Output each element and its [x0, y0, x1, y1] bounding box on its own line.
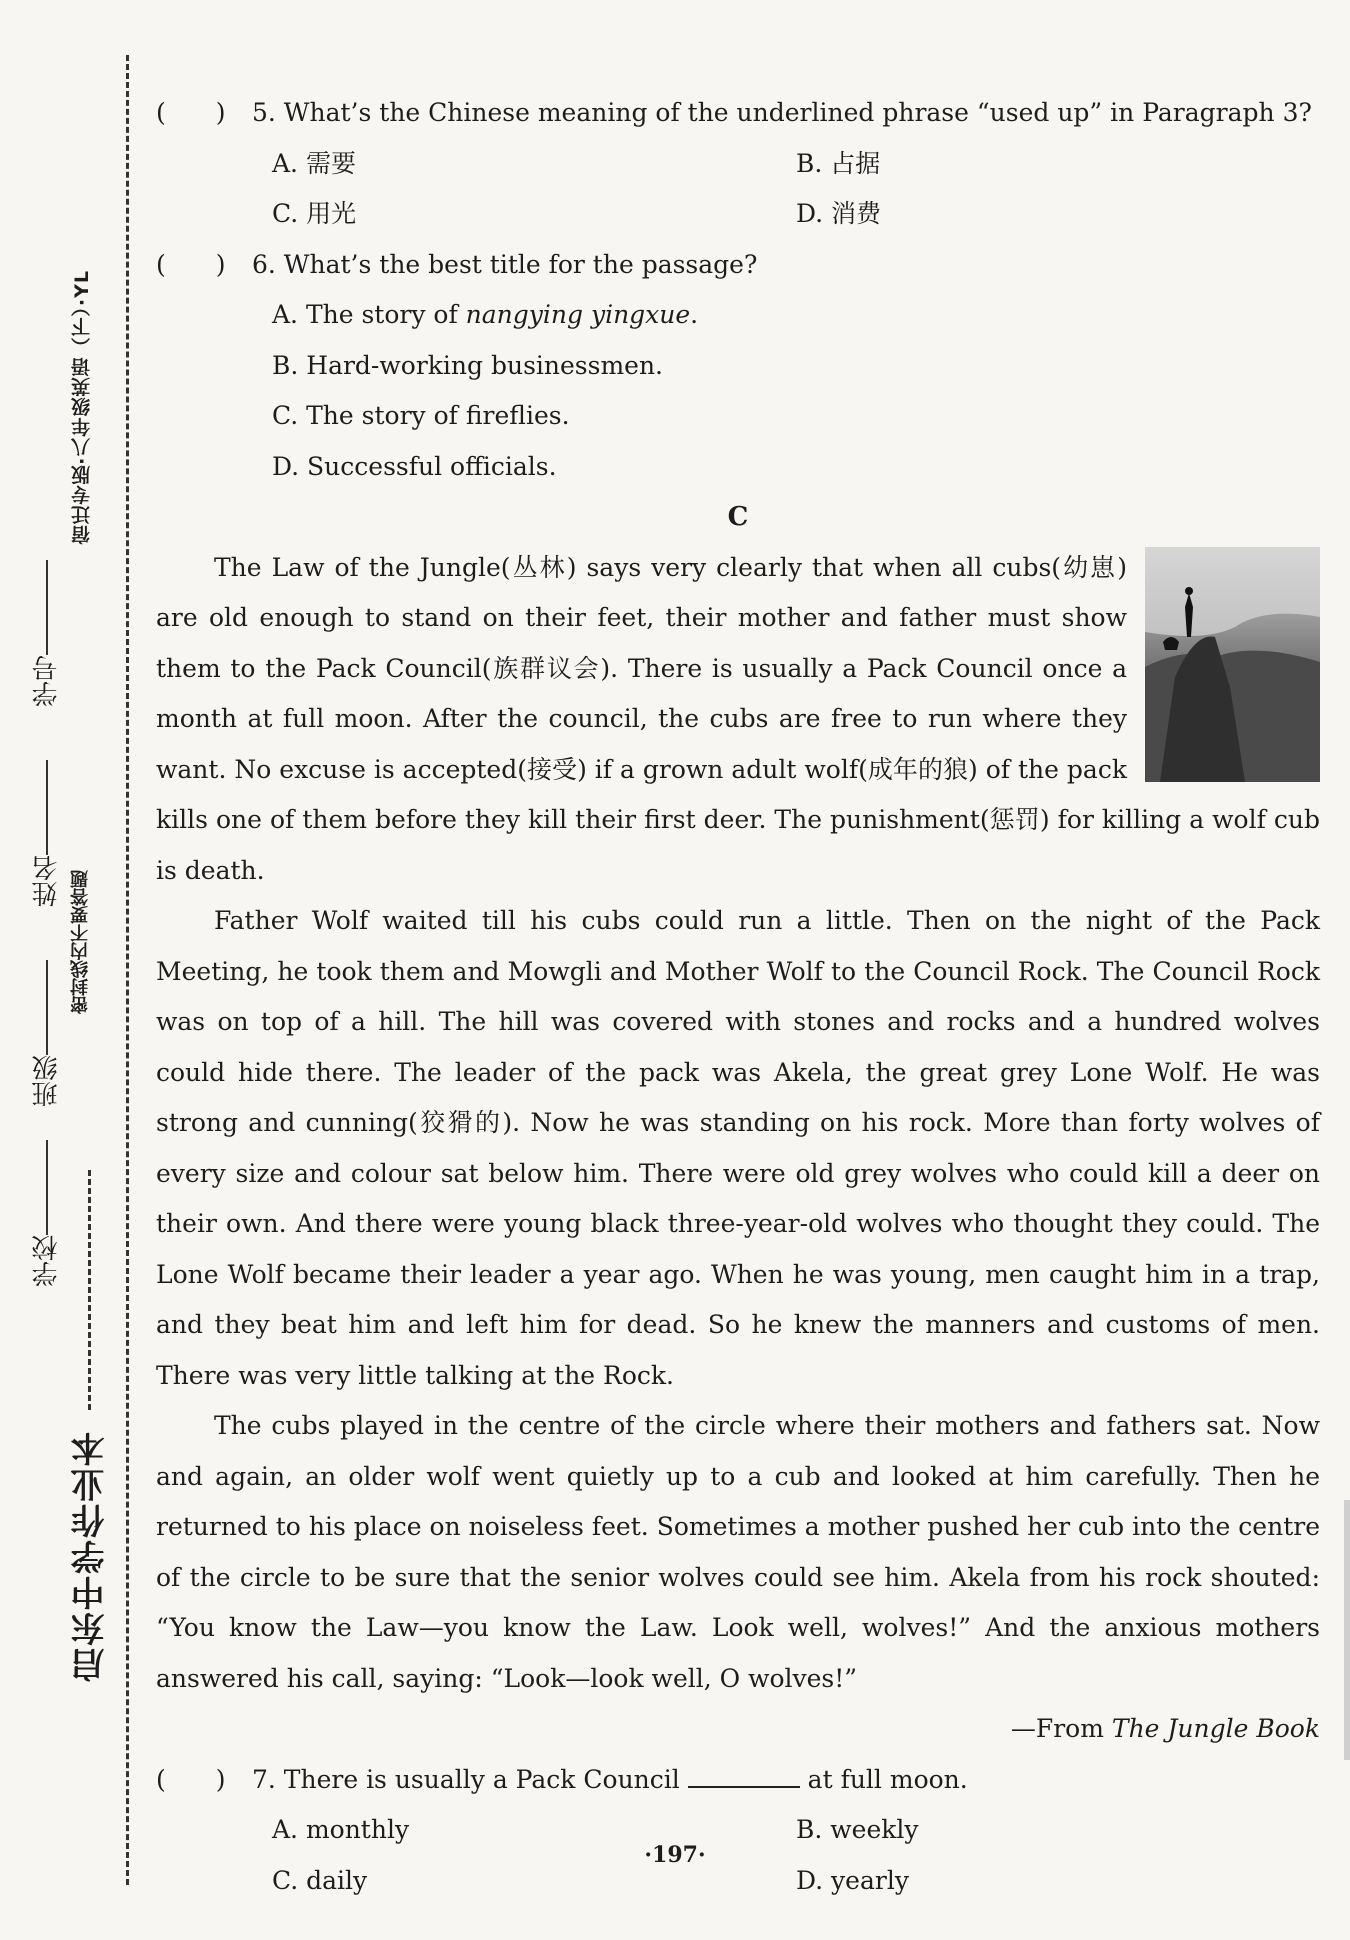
option-d[interactable]: D. Successful officials. [272, 451, 557, 481]
page-edge-shadow [1344, 1500, 1350, 1760]
page-number: ·197· [644, 1842, 706, 1868]
option-c[interactable]: C. daily [272, 1865, 368, 1895]
question-text: 6. What’s the best title for the passage? [252, 249, 758, 279]
school-name: 启东中学作业本 [71, 1430, 111, 1682]
option-c[interactable]: C. The story of fireflies. [272, 401, 570, 430]
name-field: 姓名 [28, 760, 65, 907]
seal-line [126, 55, 129, 1885]
source-citation: —From The Jungle Book [1010, 1714, 1320, 1743]
edition-label: 宿迁专版·八年级英语（下）·YL [71, 270, 93, 545]
option-b[interactable]: B. Hard-working businessmen. [272, 350, 664, 380]
option-a[interactable]: A. 需要 [272, 148, 356, 178]
class-field: 班级 [28, 960, 65, 1107]
page-content [156, 88, 1320, 1906]
paragraph-3: The cubs played in the centre of the circle where their mothers and fathers sat. Now and again, an older wolf went quietly up to a cub and looked at him carefully. Then he returned to his place on noiseless feet. Sometimes a mother pushed her cub into the centre of the circle to be sure that the senior wolves could see him. Akela from his rock shouted: “You know the Law—you know the Law. Look well, wolves!” And the anxious mothers answered his call, saying: “Look—look well, O wolves!” [156, 1411, 1320, 1693]
binding-margin [0, 0, 140, 1940]
question-6-options [156, 290, 1320, 492]
section-title: C [727, 502, 749, 532]
option-b[interactable]: B. weekly [796, 1815, 919, 1844]
question-text: 7. There is usually a Pack Council at full moon. [252, 1764, 968, 1794]
option-a[interactable]: A. monthly [272, 1815, 410, 1844]
question-text: 5. What’s the Chinese meaning of the underlined phrase “used up” in Paragraph 3? [252, 98, 1312, 127]
option-a[interactable]: A. The story of nangying yingxue. [272, 300, 699, 329]
margin-dash [88, 1170, 91, 1410]
paragraph-2: Father Wolf waited till his cubs could run a little. Then on the night of the Pack Meeting, he took them and Mowgli and Mother Wolf to the Council Rock. The Council Rock was on top of a hill. The hill was covered with stones and rocks and a hundred wolves could hide there. The leader of the pack was Akela, the great grey Lone Wolf. He was strong and cunning(狡猾的). Now he was standing on his rock. More than forty wolves of every size and colour sat below him. There were old grey wolves who could kill a deer on their own. And there were young black three-year-old wolves who thought they could. The Lone Wolf became their leader a year ago. When he was young, men caught him in a trap, and they beat him and left him for dead. So he knew the manners and customs of men. There was very little talking at the Rock. [156, 906, 1320, 1390]
no-answer-notice: 密封线内不要答题 [70, 870, 91, 1014]
option-d[interactable]: D. 消费 [796, 199, 882, 228]
question-7 [156, 1755, 1320, 1806]
option-b[interactable]: B. 占据 [796, 148, 881, 178]
answer-bracket[interactable]: ( ) [156, 1764, 226, 1794]
student-number-field: 学号 [28, 560, 65, 707]
option-c[interactable]: C. 用光 [272, 199, 357, 228]
jungle-cliff-illustration [1145, 547, 1320, 782]
option-d[interactable]: D. yearly [796, 1865, 909, 1895]
answer-bracket[interactable]: ( ) [156, 98, 226, 127]
question-5 [156, 88, 1320, 139]
cliff-photo-icon [1145, 547, 1320, 782]
paragraph-1: The Law of the Jungle(丛林) says very clearly that when all cubs(幼崽) are old enough to stand on their feet, their mother and father must show them to the Pack Council(族群议会). There is usually a Pack Council once a month at full moon. After the council, the cubs are free to run where they want. No excuse is accepted(接受) if a grown adult wolf(成年的狼) of the pack kills one of them before they kill their first deer. The punishment(惩罚) for killing a wolf cub is death. [156, 552, 1320, 885]
question-6 [156, 240, 1320, 291]
question-5-options [156, 139, 1320, 240]
school-field: 学校 [28, 1140, 65, 1287]
fill-blank[interactable] [688, 1764, 800, 1788]
answer-bracket[interactable]: ( ) [156, 249, 226, 279]
